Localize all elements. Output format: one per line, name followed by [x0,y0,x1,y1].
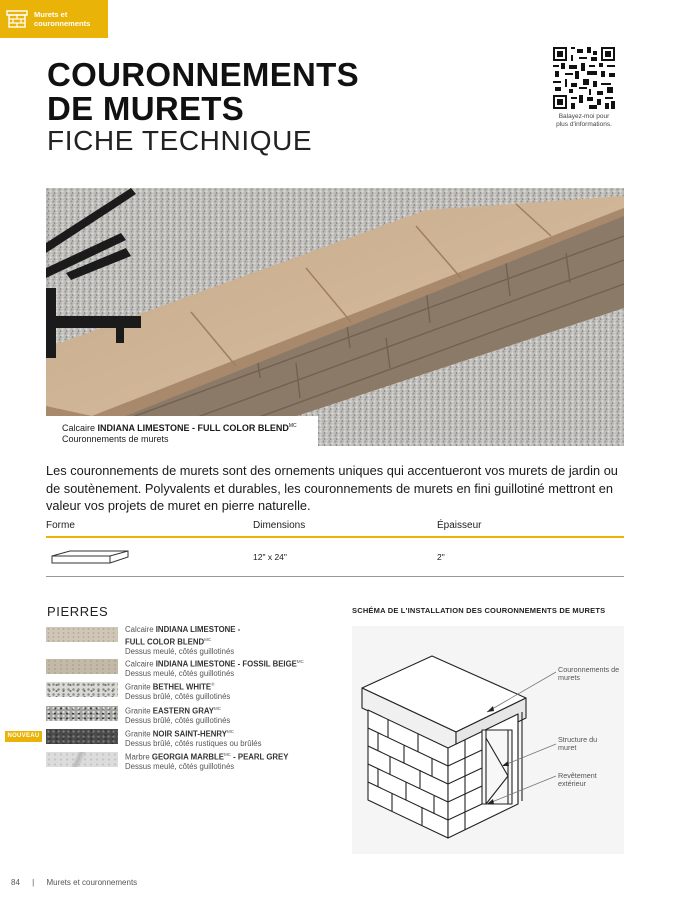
photo-caption: Calcaire INDIANA LIMESTONE - FULL COLOR $BLEND^{MC}$ Couronnements de murets [46,416,318,446]
new-badge: NOUVEAU [5,731,42,742]
stone-swatch [46,752,118,767]
stone-swatch [46,706,118,721]
spec-bottom-divider [46,576,624,577]
spec-row [46,540,624,576]
stone-detail: Dessus brûlé, côtés guillotinés [125,716,231,726]
stone-swatch [46,627,118,642]
stone-detail: Dessus brûlé, côtés guillotinés [125,692,231,702]
spec-header-dimensions: Dimensions [253,520,306,531]
stone-swatch [46,682,118,697]
stone-item: Granite NOIR SAINT-$HENRY^{MC}$ Dessus brûlé, côtés rustiques ou brûlés [46,727,346,749]
photo-caption-line2: Couronnements de murets [62,434,169,444]
diagram-label-structure: Structure du muret [558,735,598,752]
spec-divider [46,536,624,538]
diagram-title: SCHÉMA DE L'INSTALLATION DES COURONNEMENTS DE MURETS [352,606,606,615]
qr-code[interactable] [553,47,615,109]
spec-dimensions-value: 12" x 24" [253,552,287,562]
stone-item: Calcaire INDIANA LIMESTONE - FULL COLOR $BLEND^{MC}$ Dessus meulé, côtés guillotinés [46,625,346,647]
stone-detail: Dessus meulé, côtés guillotinés [125,762,235,772]
page-number: 84 [11,878,20,887]
spec-table-header [46,519,624,536]
stone-detail: Dessus meulé, côtés guillotinés [125,646,235,656]
diagram-label-cladding: Revêtement extérieur [558,771,597,788]
footer [11,878,147,887]
footer-section: Murets et couronnements [46,878,138,887]
shape-icon [50,547,130,567]
stones-title: PIERRES [47,604,109,619]
qr-caption: Balayez-moi pour plus d'informations. [556,113,612,128]
description: Les couronnements de murets sont des ornements uniques qui accentueront vos murets de jardin ou de soutènement. Polyvalents et durables, les couronnements de murets en fini guillotiné mettront en valeur vos projets de muret en pierre naturelle. [46,463,618,513]
title-line-1: COURONNEMENTS [47,56,359,93]
product-photo [46,188,624,446]
stone-item: Marbre GEORGIA $MARBLE^{MC}$ - PEARL GREY Dessus meulé, côtés guillotinés [46,750,346,772]
page-title [47,58,359,126]
footer-separator: | [32,878,35,887]
spec-header-thickness: Épaisseur [437,520,482,531]
stone-swatch [46,729,118,744]
spec-thickness-value: 2" [437,552,445,562]
page-subtitle: FICHE TECHNIQUE [47,125,313,156]
stone-item: Calcaire INDIANA LIMESTONE - FOSSIL $BEIGE^{MC}$ Dessus meulé, côtés guillotinés [46,657,346,679]
stone-detail: Dessus meulé, côtés guillotinés [125,669,235,679]
category-tab [0,0,108,38]
installation-diagram [352,626,624,854]
stone-item: Granite BETHEL WHITE® Dessus brûlé, côtés guillotinés [46,680,346,702]
wall-icon [6,10,28,28]
spec-header-shape: Forme [46,520,75,531]
title-line-2: DE MURETS [47,90,245,127]
tab-label: Murets et couronnements [34,10,91,28]
stone-swatch [46,659,118,674]
stone-item: Granite EASTERN $GRAY^{MC}$ Dessus brûlé, côtés guillotinés [46,704,346,726]
diagram-label-caps: Couronnements de murets [558,665,620,682]
stone-detail: Dessus brûlé, côtés rustiques ou brûlés [125,739,262,749]
